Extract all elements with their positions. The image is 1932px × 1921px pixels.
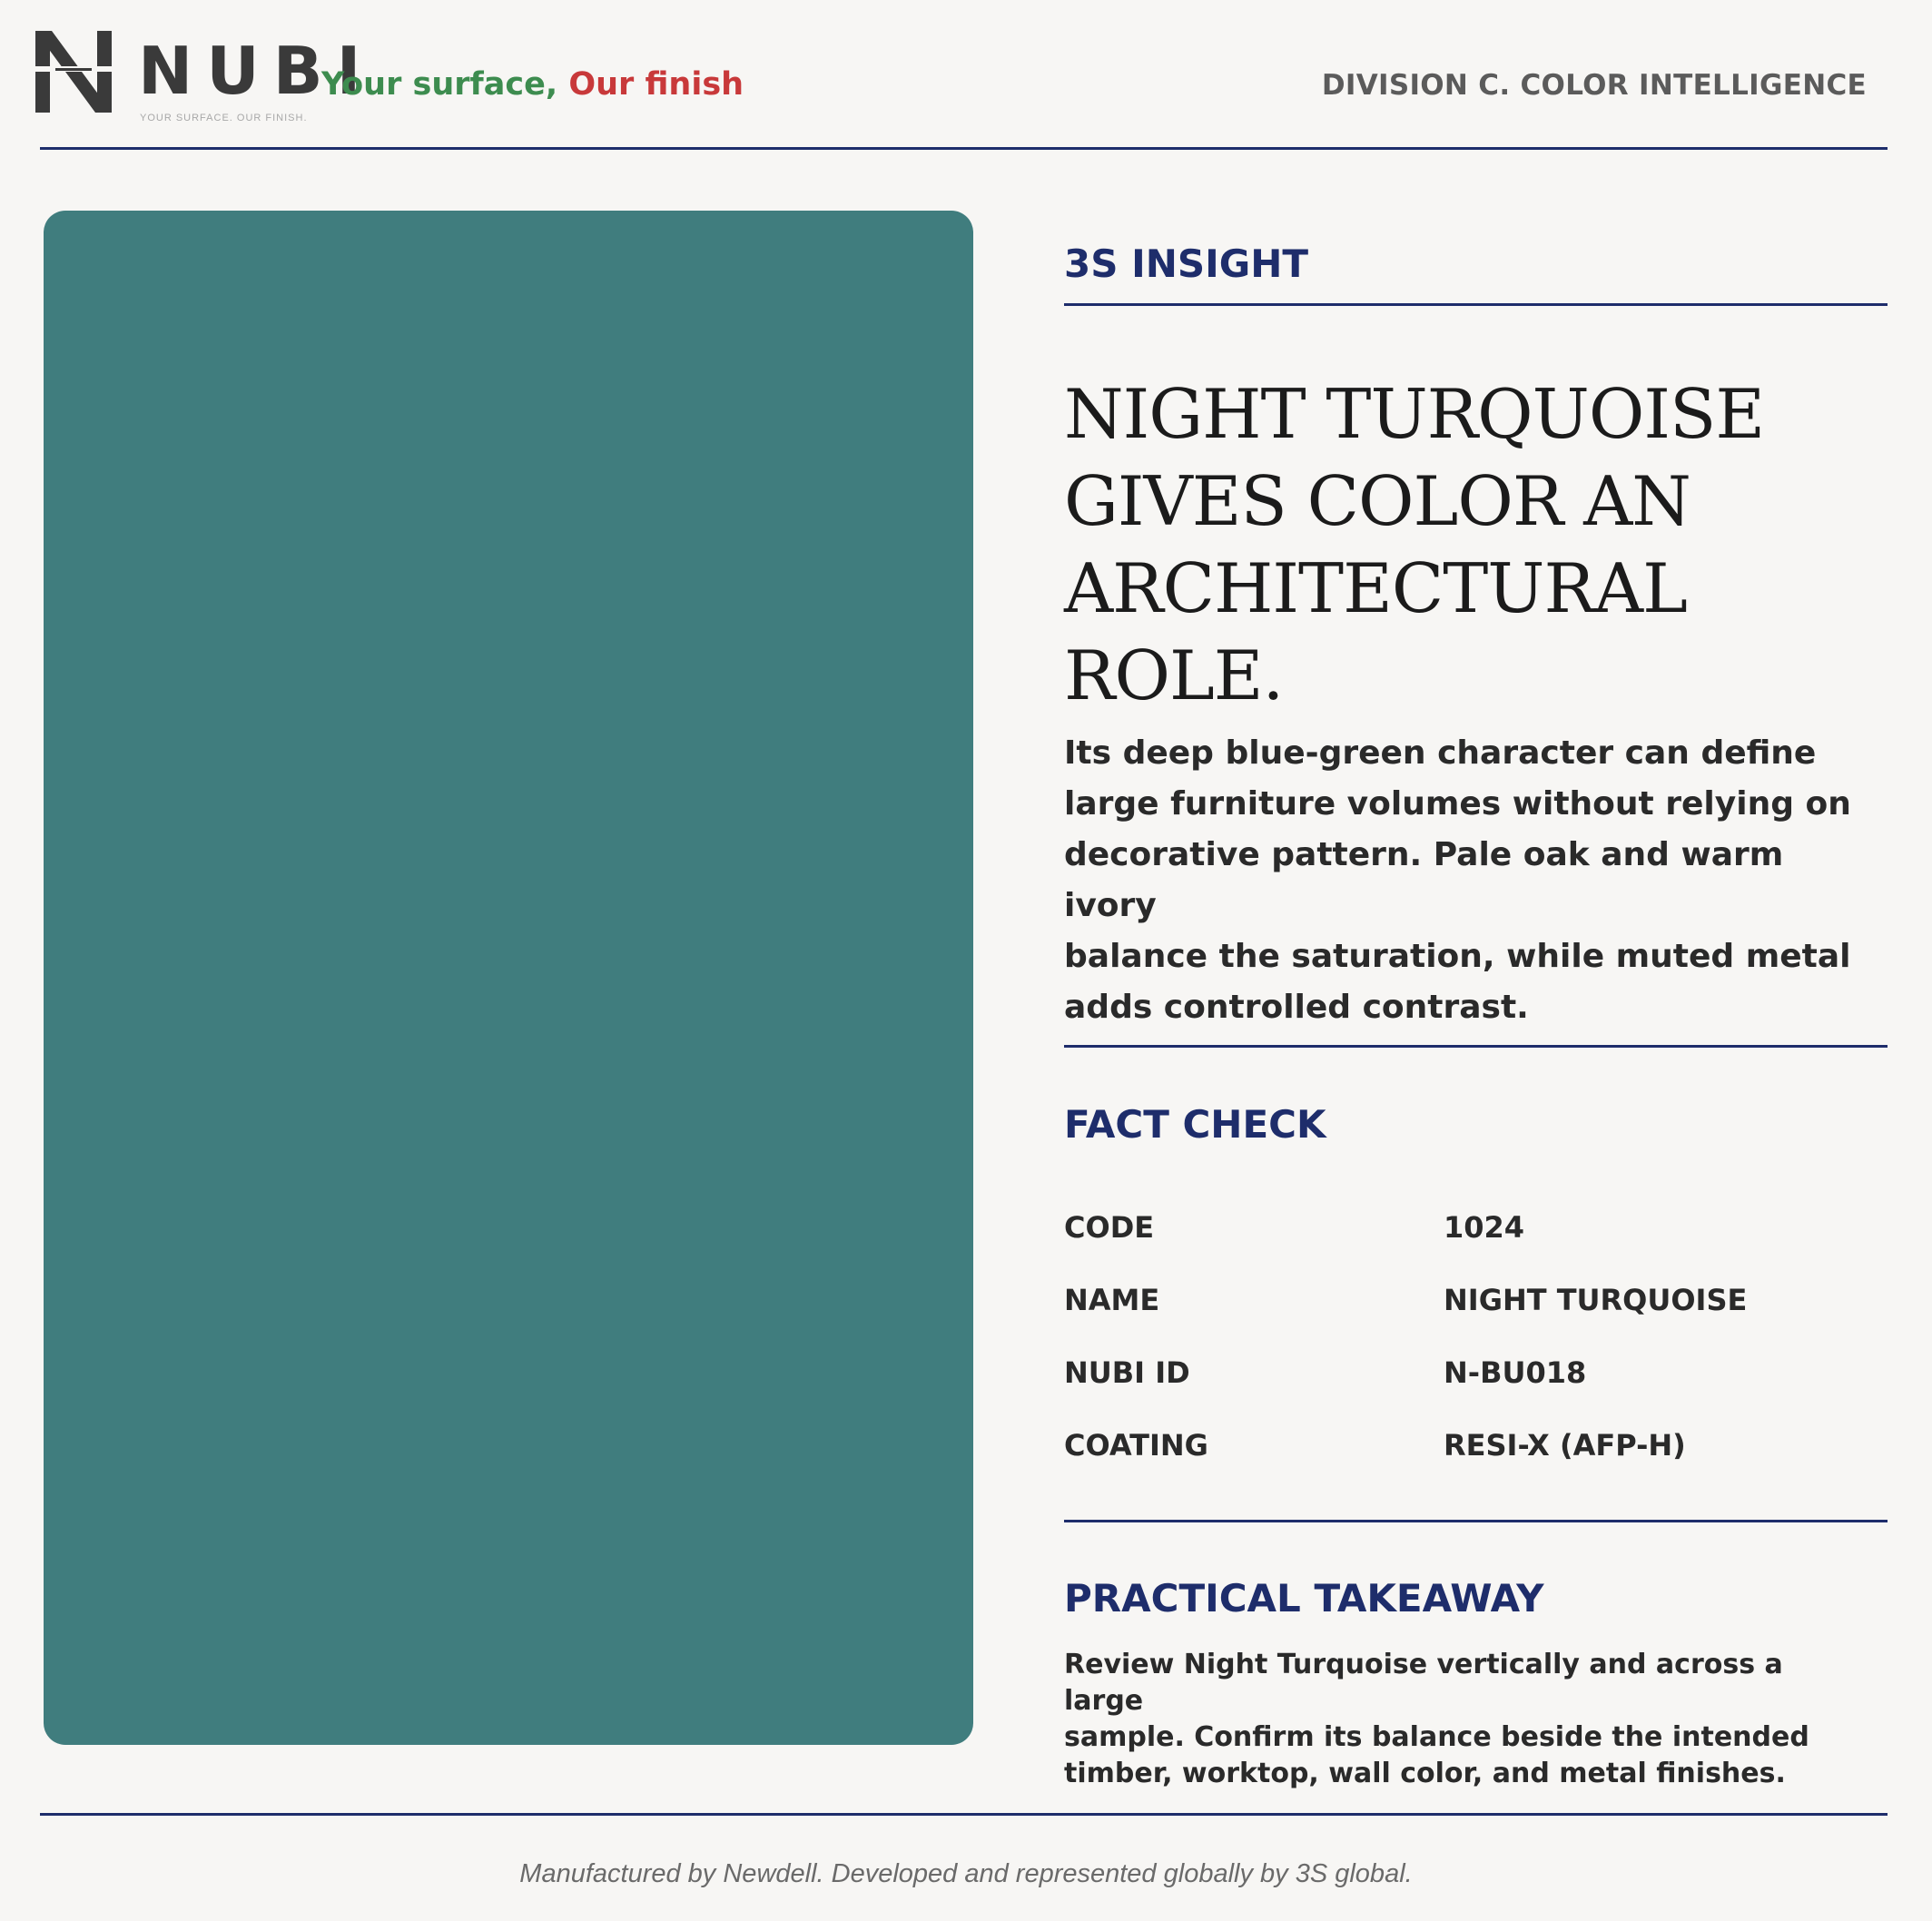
fact-check-heading: FACT CHECK (1064, 1102, 1326, 1147)
fact-value: 1024 (1444, 1210, 1525, 1245)
fact-label: NAME (1064, 1283, 1160, 1317)
brand-tagline (321, 66, 744, 103)
takeaway-body (1064, 1647, 1863, 1792)
headline-line: ARCHITECTURAL (1064, 548, 1687, 628)
fact-row-nubi-id (1064, 1353, 1881, 1425)
fact-value: NIGHT TURQUOISE (1444, 1283, 1748, 1317)
header-divider (40, 147, 1888, 150)
takeaway-line: timber, worktop, wall color, and metal finishes. (1064, 1758, 1786, 1789)
insight-heading: 3S INSIGHT (1064, 241, 1309, 286)
footer-credit: Manufactured by Newdell. Developed and represented globally by 3S global. (519, 1859, 1413, 1888)
headline-line: NIGHT TURQUOISE (1064, 374, 1765, 454)
fact-row-name (1064, 1280, 1881, 1353)
fact-divider-top (1064, 1045, 1888, 1048)
tagline-part-2: Our finish (568, 66, 744, 103)
body-line: large furniture volumes without relying on (1064, 785, 1851, 823)
body-line: adds controlled contrast. (1064, 989, 1529, 1026)
footer-divider (40, 1813, 1888, 1816)
fact-label: COATING (1064, 1428, 1208, 1463)
fact-table (1064, 1207, 1881, 1498)
brand-name: NUBI (138, 33, 375, 109)
body-line: balance the saturation, while muted metal (1064, 938, 1851, 975)
takeaway-divider (1064, 1520, 1888, 1522)
insight-body (1064, 728, 1872, 1033)
fact-label: NUBI ID (1064, 1355, 1190, 1390)
fact-value: RESI-X (AFP-H) (1444, 1428, 1686, 1463)
nubi-logo-icon (35, 31, 112, 113)
fact-value: N-BU018 (1444, 1355, 1587, 1390)
body-line: Its deep blue-green character can define (1064, 734, 1817, 772)
fact-label: CODE (1064, 1210, 1155, 1245)
insight-divider (1064, 303, 1888, 306)
takeaway-line: sample. Confirm its balance beside the intended (1064, 1721, 1809, 1753)
fact-row-coating (1064, 1425, 1881, 1498)
headline-line: ROLE. (1064, 635, 1284, 715)
page-header (0, 0, 1932, 151)
division-label: DIVISION C. COLOR INTELLIGENCE (1321, 69, 1867, 102)
body-line: decorative pattern. Pale oak and warm ivory (1064, 836, 1784, 924)
insight-headline (1064, 370, 1881, 719)
brand-subtitle: YOUR SURFACE. OUR FINISH. (140, 113, 308, 123)
takeaway-line: Review Night Turquoise vertically and across a large (1064, 1649, 1783, 1717)
fact-row-code (1064, 1207, 1881, 1280)
headline-line: GIVES COLOR AN (1064, 461, 1690, 541)
takeaway-heading: PRACTICAL TAKEAWAY (1064, 1576, 1544, 1621)
color-swatch (44, 211, 973, 1745)
tagline-part-1: Your surface, (321, 66, 558, 103)
